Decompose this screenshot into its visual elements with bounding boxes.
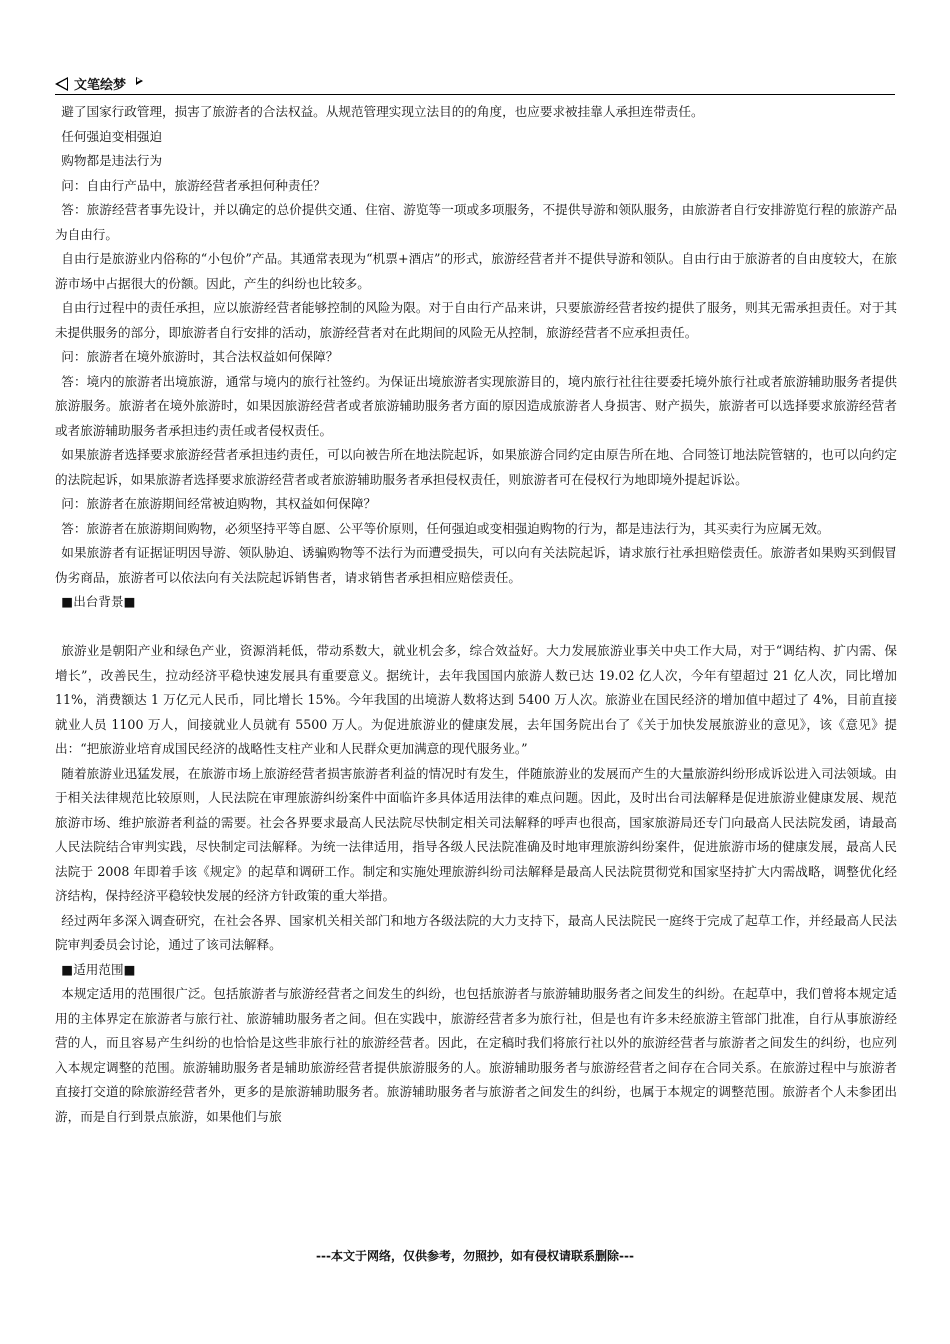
header-brand	[55, 74, 143, 93]
paragraph: 经过两年多深入调查研究，在社会各界、国家机关相关部门和地方各级法院的大力支持下，最高人民法院民一庭终于完成了起草工作，并经最高人民法院审判委员会讨论，通过了该司法解释。	[55, 912, 897, 952]
brand-name: 文笔绘梦	[74, 78, 127, 93]
footer-notice: ---本文于网络，仅供参考，勿照抄，如有侵权请联系删除---	[316, 1249, 634, 1263]
paragraph: 自由行是旅游业内俗称的“小包价”产品。其通常表现为“机票+酒店”的形式，旅游经营者并不提供导游和领队。自由行由于旅游者的自由度较大，在旅游市场中占据很大的份额。因此，产生的纠纷也比较多。	[55, 251, 897, 291]
paragraph: 答：旅游经营者事先设计，并以确定的总价提供交通、住宿、游览等一项或多项服务，不提供导游和领队服务，由旅游者自行安排游览行程的旅游产品为自由行。	[55, 202, 897, 242]
paragraph: 随着旅游业迅猛发展，在旅游市场上旅游经营者损害旅游者利益的情况时有发生，伴随旅游业的发展而产生的大量旅游纠纷形成诉讼进入司法领域。由于相关法律规范比较原则，人民法院在审理旅游纠纷案件中面临许多具体适用法律的难点问题。因此，及时出台司法解释是促进旅游业健康发展、规范旅游市场、维护旅游者利益的需要。社会各界要求最高人民法院尽快制定相关司法解释的呼声也很高，国家旅游局还专门向最高人民法院发函，请最高人民法院结合审判实践，尽快制定司法解释。为统一法律适用，指导各级人民法院准确及时地审理旅游纠纷案件，促进旅游市场的健康发展，最高人民法院于 2008 年即着手该《规定》的起草和调研工作。制定和实施处理旅游纠纷司法解释是最高人民法院贯彻党和国家坚持扩大内需战略，调整优化经济结构，保持经济平稳较快发展的经济方针政策的重大举措。	[55, 765, 897, 903]
paragraph: 问：旅游者在境外旅游时，其合法权益如何保障？	[61, 349, 339, 364]
paragraph: 购物都是违法行为	[61, 153, 163, 168]
paragraph: 问：旅游者在旅游期间经常被迫购物，其权益如何保障？	[61, 496, 377, 511]
paragraph: 答：境内的旅游者出境旅游，通常与境内的旅行社签约。为保证出境旅游者实现旅游目的，境内旅行社往往要委托境外旅行社或者旅游辅助服务者提供旅游服务。旅游者在境外旅游时，如果因旅游经营者或者旅游辅助服务者方面的原因造成旅游者人身损害、财产损失，旅游者可以选择要求旅游经营者或者旅游辅助服务者承担违约责任或者侵权责任。	[55, 373, 897, 438]
paragraph: 自由行过程中的责任承担，应以旅游经营者能够控制的风险为限。对于自由行产品来讲，只要旅游经营者按约提供了服务，则其无需承担责任。对于其未提供服务的部分，即旅游者自行安排的活动，旅游经营者对在此期间的风险无从控制，旅游经营者不应承担责任。	[55, 300, 897, 340]
section-heading-background: ■出台背景■	[61, 594, 136, 609]
paragraph: 如果旅游者有证据证明因导游、领队胁迫、诱骗购物等不法行为而遭受损失，可以向有关法院起诉，请求旅行社承担赔偿责任。旅游者如果购买到假冒伪劣商品，旅游者可以依法向有关法院起诉销售者，请求销售者承担相应赔偿责任。	[55, 545, 897, 585]
page-header	[55, 72, 895, 95]
section-heading-scope: ■适用范围■	[61, 961, 136, 977]
blank-line	[55, 615, 897, 640]
paragraph: 问：自由行产品中，旅游经营者承担何种责任？	[61, 177, 326, 193]
triangle-right-icon	[136, 77, 143, 85]
paragraph: 答：旅游者在旅游期间购物，必须坚持平等自愿、公平等价原则，任何强迫或变相强迫购物的行为，都是违法行为，其买卖行为应属无效。	[61, 520, 830, 536]
paragraph: 如果旅游者选择要求旅游经营者承担违约责任，可以向被告所在地法院起诉，如果旅游合同约定由原告所在地、合同签订地法院管辖的，也可以向约定的法院起诉，如果旅游者选择要求旅游经营者或者旅游辅助服务者承担侵权责任，则旅游者可在侵权行为地即境外提起诉讼。	[55, 447, 897, 487]
paragraph: 任何强迫变相强迫	[61, 128, 163, 144]
document-body	[55, 100, 897, 1129]
triangle-left-icon	[55, 77, 68, 91]
paragraph: 本规定适用的范围很广泛。包括旅游者与旅游经营者之间发生的纠纷，也包括旅游者与旅游辅助服务者之间发生的纠纷。在起草中，我们曾将本规定适用的主体界定在旅游者与旅行社、旅游辅助服务者之间。但在实践中，旅游经营者多为旅行社，但是也有许多未经旅游主管部门批准，自行从事旅游经营的人，而且容易产生纠纷的也恰恰是这些非旅行社的旅游经营者。因此，在定稿时我们将旅行社以外的旅游经营者与旅游者之间发生的纠纷，也应列入本规定调整的范围。旅游辅助服务者是辅助旅游经营者提供旅游服务的人。旅游辅助服务者与旅游经营者之间存在合同关系。在旅游过程中与旅游者直接打交道的除旅游经营者外，更多的是旅游辅助服务者。旅游辅助服务者与旅游者之间发生的纠纷，也属于本规定的调整范围。旅游者个人未参团出游，而是自行到景点旅游，如果他们与旅	[55, 986, 897, 1124]
paragraph: 避了国家行政管理，损害了旅游者的合法权益。从规范管理实现立法目的的角度，也应要求被挂靠人承担连带责任。	[61, 104, 704, 119]
paragraph: 旅游业是朝阳产业和绿色产业，资源消耗低，带动系数大，就业机会多，综合效益好。大力发展旅游业事关中央工作大局，对于“调结构、扩内需、保增长”，改善民生，拉动经济平稳快速发展具有重要意义。据统计，去年我国国内旅游人数已达 19.02 亿人次，今年有望超过 21 亿人次，同比增加 11%，消费额达 1 万亿元人民币，同比增长 15%。今年我国的出境游人数将达到 5400 万人次。旅游业在国民经济的增加值中超过了 4%，目前直接就业人员 1100 万人，间接就业人员就有 5500 万人。为促进旅游业的健康发展，去年国务院出台了《关于加快发展旅游业的意见》，该《意见》提出：“把旅游业培育成国民经济的战略性支柱产业和人民群众更加满意的现代服务业。”	[55, 643, 897, 756]
